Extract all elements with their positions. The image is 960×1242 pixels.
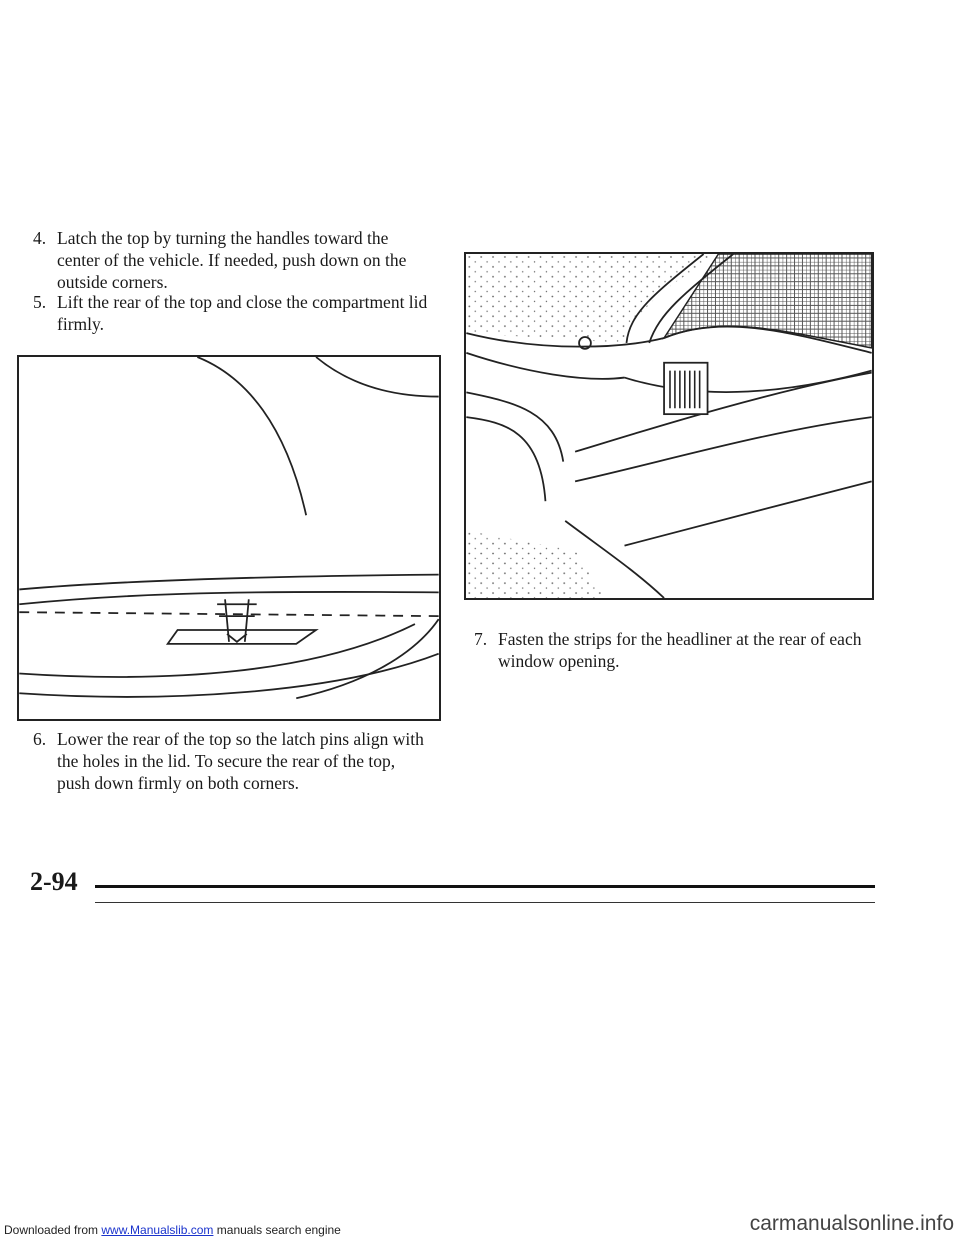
- step-number: 5.: [33, 292, 47, 312]
- step-line: Lift the rear of the top and close the compartment lid: [57, 292, 428, 312]
- watermark-text: carmanualsonline.info: [749, 1212, 954, 1235]
- step-line: Latch the top by turning the handles toward the: [57, 228, 389, 248]
- step-line: push down firmly on both corners.: [57, 773, 300, 793]
- page-rule-thick: [95, 885, 875, 888]
- step-number: 4.: [33, 228, 47, 248]
- page-rule-thin: [95, 902, 875, 903]
- page-number: 2-94: [30, 867, 78, 896]
- headliner-strip-illustration: [464, 252, 874, 600]
- step-line: Fasten the strips for the headliner at the rear of each: [498, 629, 862, 649]
- headliner-drawing: [466, 254, 872, 598]
- manualslib-link[interactable]: www.Manualslib.com: [101, 1223, 214, 1237]
- download-footer: [4, 1223, 341, 1237]
- step-line: window opening.: [498, 651, 620, 671]
- step-number: 7.: [474, 629, 488, 649]
- footer-suffix: manuals search engine: [213, 1223, 341, 1237]
- step-line: firmly.: [57, 314, 104, 334]
- footer-prefix: Downloaded from: [4, 1223, 102, 1237]
- step-line: outside corners.: [57, 272, 168, 292]
- step-line: Lower the rear of the top so the latch pins align with: [57, 729, 424, 749]
- step-line: center of the vehicle. If needed, push down on the: [57, 250, 407, 270]
- step-line: the holes in the lid. To secure the rear of the top,: [57, 751, 396, 771]
- latch-pin-illustration: [17, 355, 441, 721]
- latch-pin-drawing: [19, 357, 439, 719]
- step-number: 6.: [33, 729, 47, 749]
